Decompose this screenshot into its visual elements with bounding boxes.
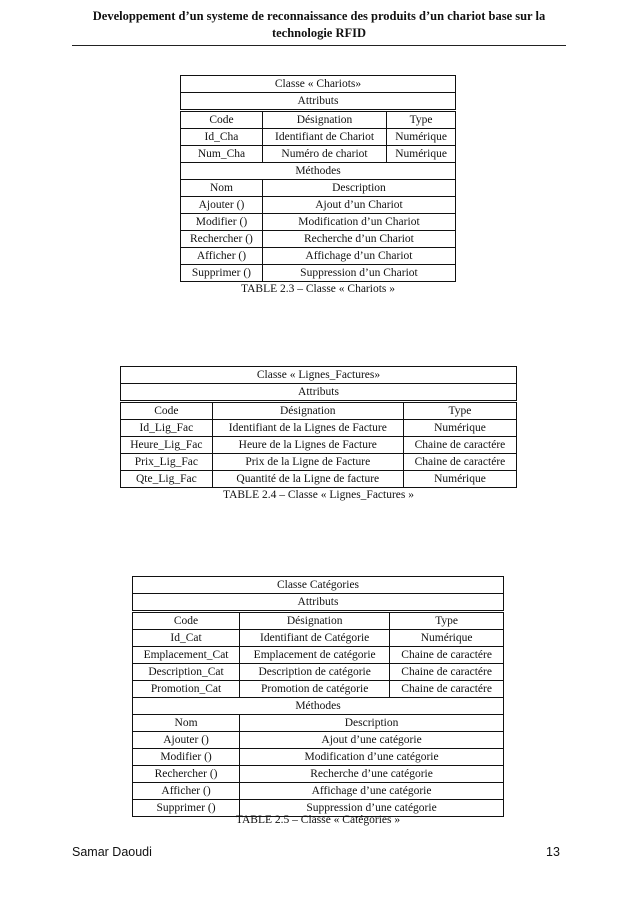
method-row xyxy=(133,783,504,800)
table-cell: Numérique xyxy=(387,129,456,146)
table-categories xyxy=(132,576,504,817)
table-row xyxy=(133,664,504,681)
method-name: Supprimer () xyxy=(133,800,240,817)
table-cell: Emplacement_Cat xyxy=(133,647,240,664)
column-header: Désignation xyxy=(240,612,390,630)
column-header: Type xyxy=(387,111,456,129)
method-description: Suppression d’un Chariot xyxy=(262,265,455,282)
table-cell: Heure_Lig_Fac xyxy=(121,437,213,454)
method-description: Affichage d’un Chariot xyxy=(262,248,455,265)
method-name: Afficher () xyxy=(181,248,263,265)
table-cell: Numérique xyxy=(390,630,504,647)
table-cell: Numérique xyxy=(403,471,516,488)
table-cell: Quantité de la Ligne de facture xyxy=(212,471,403,488)
caption-prefix: TABLE xyxy=(222,489,260,501)
table-row xyxy=(133,681,504,698)
method-row xyxy=(133,766,504,783)
caption-text: 2.4 – Classe « Lignes_Factures » xyxy=(261,489,415,501)
table-cell: Description de catégorie xyxy=(240,664,390,681)
table-cell: Id_Lig_Fac xyxy=(121,420,213,437)
header-line-1: Developpement d’un systeme de reconnaissance des produits d’un chariot base sur la xyxy=(92,9,546,23)
table-row xyxy=(121,454,517,471)
method-row xyxy=(181,231,456,248)
method-row xyxy=(133,749,504,766)
method-row xyxy=(181,248,456,265)
methods-label: Méthodes xyxy=(181,163,456,180)
methods-header-row xyxy=(181,180,456,197)
caption-table-2-4 xyxy=(120,489,517,501)
table-row xyxy=(181,146,456,163)
method-name: Ajouter () xyxy=(133,732,240,749)
caption-prefix: TABLE xyxy=(240,283,278,295)
attributes-label: Attributs xyxy=(181,93,456,111)
method-row xyxy=(181,265,456,282)
caption-prefix: TABLE xyxy=(235,814,273,826)
table-cell: Numéro de chariot xyxy=(262,146,386,163)
method-row xyxy=(181,197,456,214)
column-header: Code xyxy=(133,612,240,630)
column-header: Nom xyxy=(133,715,240,732)
table-row xyxy=(133,647,504,664)
column-header: Description xyxy=(240,715,504,732)
table-cell: Identifiant de la Lignes de Facture xyxy=(212,420,403,437)
method-name: Afficher () xyxy=(133,783,240,800)
table-row xyxy=(133,630,504,647)
methods-label: Méthodes xyxy=(133,698,504,715)
method-description: Ajout d’un Chariot xyxy=(262,197,455,214)
table-cell: Emplacement de catégorie xyxy=(240,647,390,664)
table-title: Classe « Lignes_Factures» xyxy=(121,367,517,384)
footer-author: Samar Daoudi xyxy=(72,845,152,859)
table-row xyxy=(121,437,517,454)
method-name: Modifier () xyxy=(133,749,240,766)
table-cell: Numérique xyxy=(403,420,516,437)
column-header: Code xyxy=(121,402,213,420)
table-cell: Chaine de caractére xyxy=(390,664,504,681)
header-rule xyxy=(72,45,566,46)
table-row xyxy=(121,471,517,488)
attributes-label: Attributs xyxy=(133,594,504,612)
table-cell: Id_Cha xyxy=(181,129,263,146)
column-header: Nom xyxy=(181,180,263,197)
caption-text: 2.3 – Classe « Chariots » xyxy=(280,283,395,295)
column-header: Code xyxy=(181,111,263,129)
table-cell: Qte_Lig_Fac xyxy=(121,471,213,488)
method-description: Modification d’un Chariot xyxy=(262,214,455,231)
method-description: Recherche d’une catégorie xyxy=(240,766,504,783)
method-name: Rechercher () xyxy=(181,231,263,248)
table-cell: Chaine de caractére xyxy=(403,437,516,454)
table-cell: Prix de la Ligne de Facture xyxy=(212,454,403,471)
column-header: Type xyxy=(390,612,504,630)
method-name: Rechercher () xyxy=(133,766,240,783)
footer-page-number: 13 xyxy=(546,845,560,859)
method-description: Ajout d’une catégorie xyxy=(240,732,504,749)
table-cell: Numérique xyxy=(387,146,456,163)
table-cell: Chaine de caractére xyxy=(390,647,504,664)
table-title: Classe Catégories xyxy=(133,577,504,594)
caption-table-2-3 xyxy=(180,283,456,295)
methods-header-row xyxy=(133,715,504,732)
table-lignes-factures xyxy=(120,366,517,488)
table-cell: Promotion_Cat xyxy=(133,681,240,698)
method-name: Modifier () xyxy=(181,214,263,231)
table-row xyxy=(181,129,456,146)
table-title: Classe « Chariots» xyxy=(181,76,456,93)
method-description: Affichage d’une catégorie xyxy=(240,783,504,800)
method-row xyxy=(181,214,456,231)
caption-table-2-5 xyxy=(132,814,504,826)
table-cell: Num_Cha xyxy=(181,146,263,163)
method-name: Supprimer () xyxy=(181,265,263,282)
column-header: Type xyxy=(403,402,516,420)
table-cell: Chaine de caractére xyxy=(403,454,516,471)
table-cell: Prix_Lig_Fac xyxy=(121,454,213,471)
column-header: Description xyxy=(262,180,455,197)
table-cell: Chaine de caractére xyxy=(390,681,504,698)
header-line-2: technologie RFID xyxy=(271,26,367,40)
table-chariots xyxy=(180,75,456,282)
caption-text: 2.5 – Classe « Catégories » xyxy=(274,814,401,826)
table-cell: Identifiant de Chariot xyxy=(262,129,386,146)
method-name: Ajouter () xyxy=(181,197,263,214)
attributes-label: Attributs xyxy=(121,384,517,402)
table-cell: Identifiant de Catégorie xyxy=(240,630,390,647)
table-cell: Id_Cat xyxy=(133,630,240,647)
column-header: Désignation xyxy=(262,111,386,129)
method-description: Modification d’une catégorie xyxy=(240,749,504,766)
table-row xyxy=(121,420,517,437)
table-cell: Heure de la Lignes de Facture xyxy=(212,437,403,454)
table-cell: Promotion de catégorie xyxy=(240,681,390,698)
table-cell: Description_Cat xyxy=(133,664,240,681)
column-header: Désignation xyxy=(212,402,403,420)
running-header xyxy=(72,8,566,42)
method-description: Suppression d’une catégorie xyxy=(240,800,504,817)
method-description: Recherche d’un Chariot xyxy=(262,231,455,248)
method-row xyxy=(133,732,504,749)
